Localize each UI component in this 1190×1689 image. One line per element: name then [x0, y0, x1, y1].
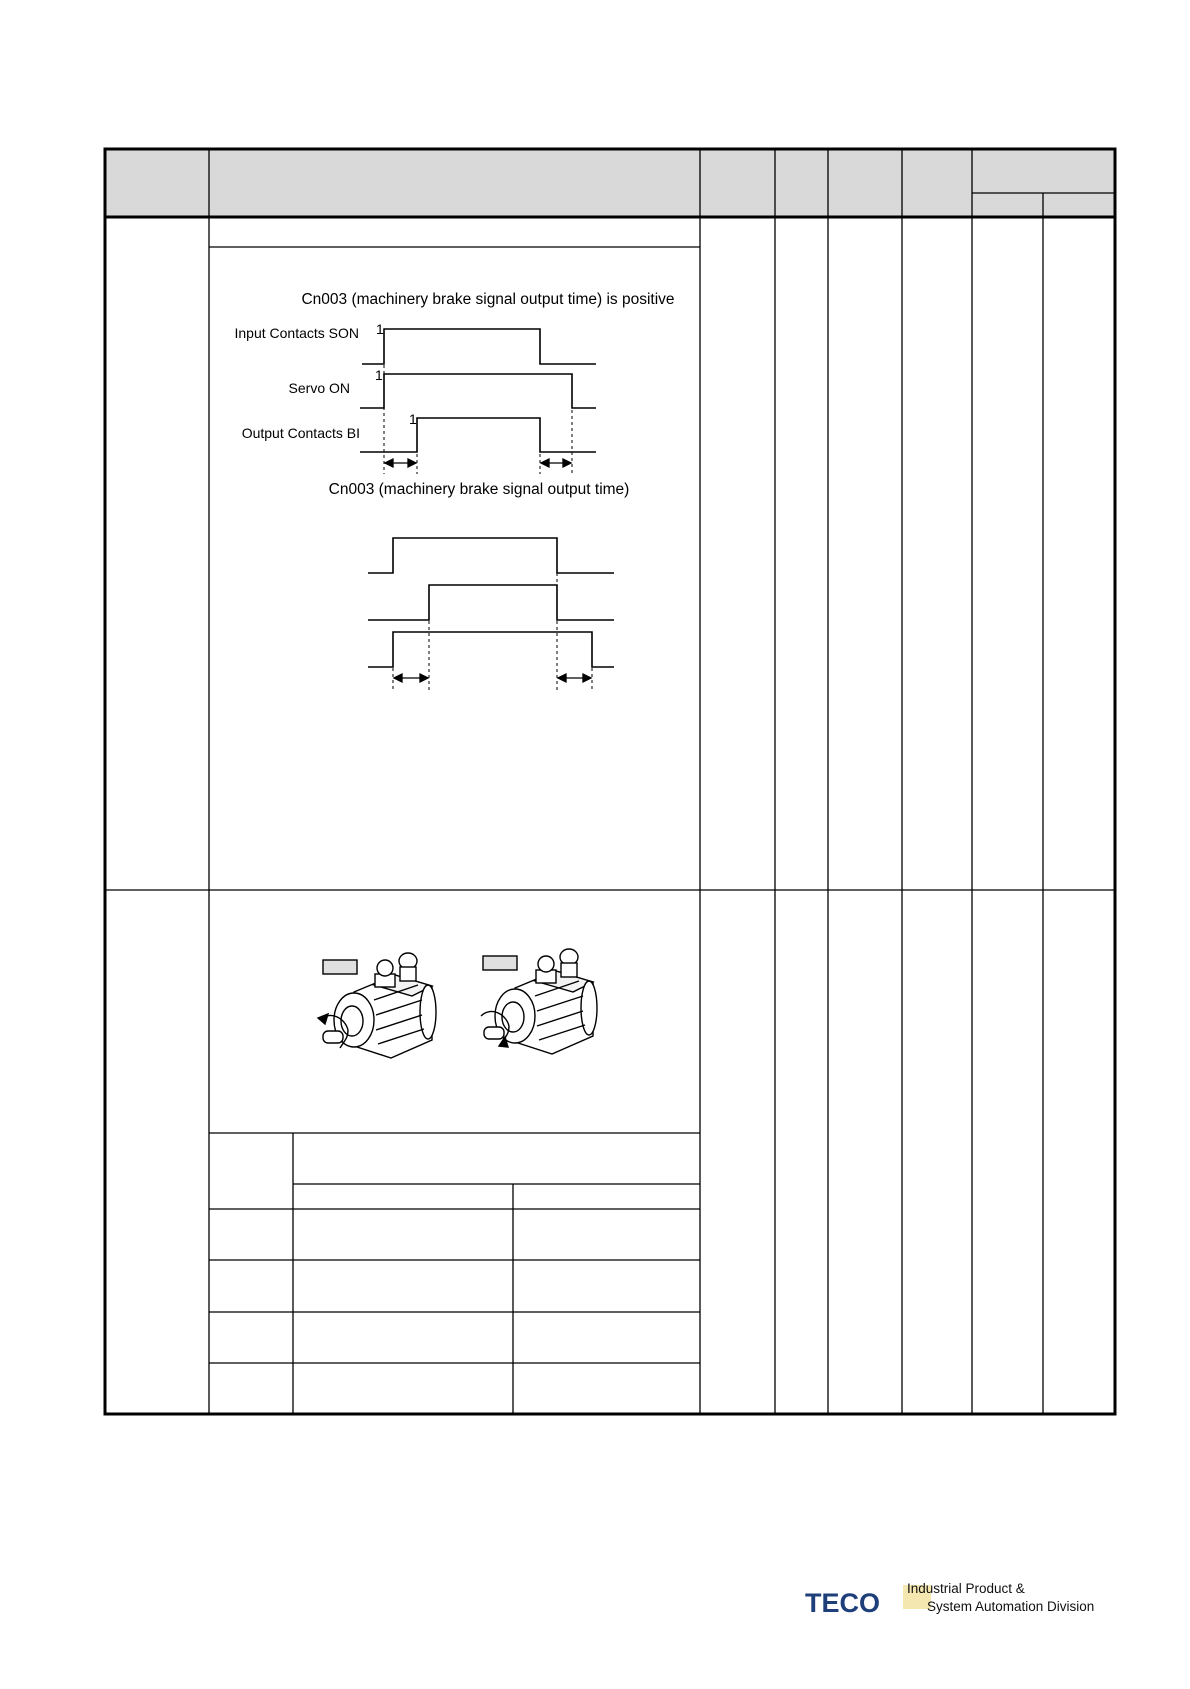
table-header-background [105, 149, 1115, 217]
delay-arrows-negative [394, 674, 591, 682]
waveforms-negative [368, 538, 614, 667]
timing-chart-title: Cn003 (machinery brake signal output time) is positive [301, 291, 675, 308]
level-marker-servo: 1 [375, 367, 383, 383]
body-grid [105, 217, 1115, 1414]
waveform-2-bi [368, 632, 614, 667]
motor-illustration-right [481, 949, 597, 1054]
signal-label-servo-on: Servo ON [288, 380, 350, 396]
footer-logo [805, 1581, 1105, 1621]
delay-arrows [385, 459, 571, 467]
level-marker-son: 1 [376, 321, 384, 337]
timing-chart-negative [368, 538, 614, 690]
teco-logo: TECO [805, 1588, 881, 1618]
waveform-2-son [368, 538, 614, 573]
waveforms [360, 329, 596, 452]
timing-chart-caption: Cn003 (machinery brake signal output time) [328, 481, 630, 498]
signal-label-son: Input Contacts SON [234, 325, 359, 341]
waveform-2-servo-on [368, 585, 614, 620]
rotation-sub-table [209, 1133, 700, 1414]
waveform-servo-on [360, 374, 596, 408]
division-name-line1: Industrial Product & [907, 1581, 1025, 1596]
level-marker-bi: 1 [409, 411, 417, 427]
signal-label-bi: Output Contacts BI [241, 425, 360, 441]
waveform-bi [360, 418, 596, 452]
waveform-son [362, 329, 596, 364]
motor-illustration-left [318, 953, 436, 1058]
division-name-line2: System Automation Division [927, 1599, 1095, 1614]
timing-chart-positive [234, 291, 674, 498]
